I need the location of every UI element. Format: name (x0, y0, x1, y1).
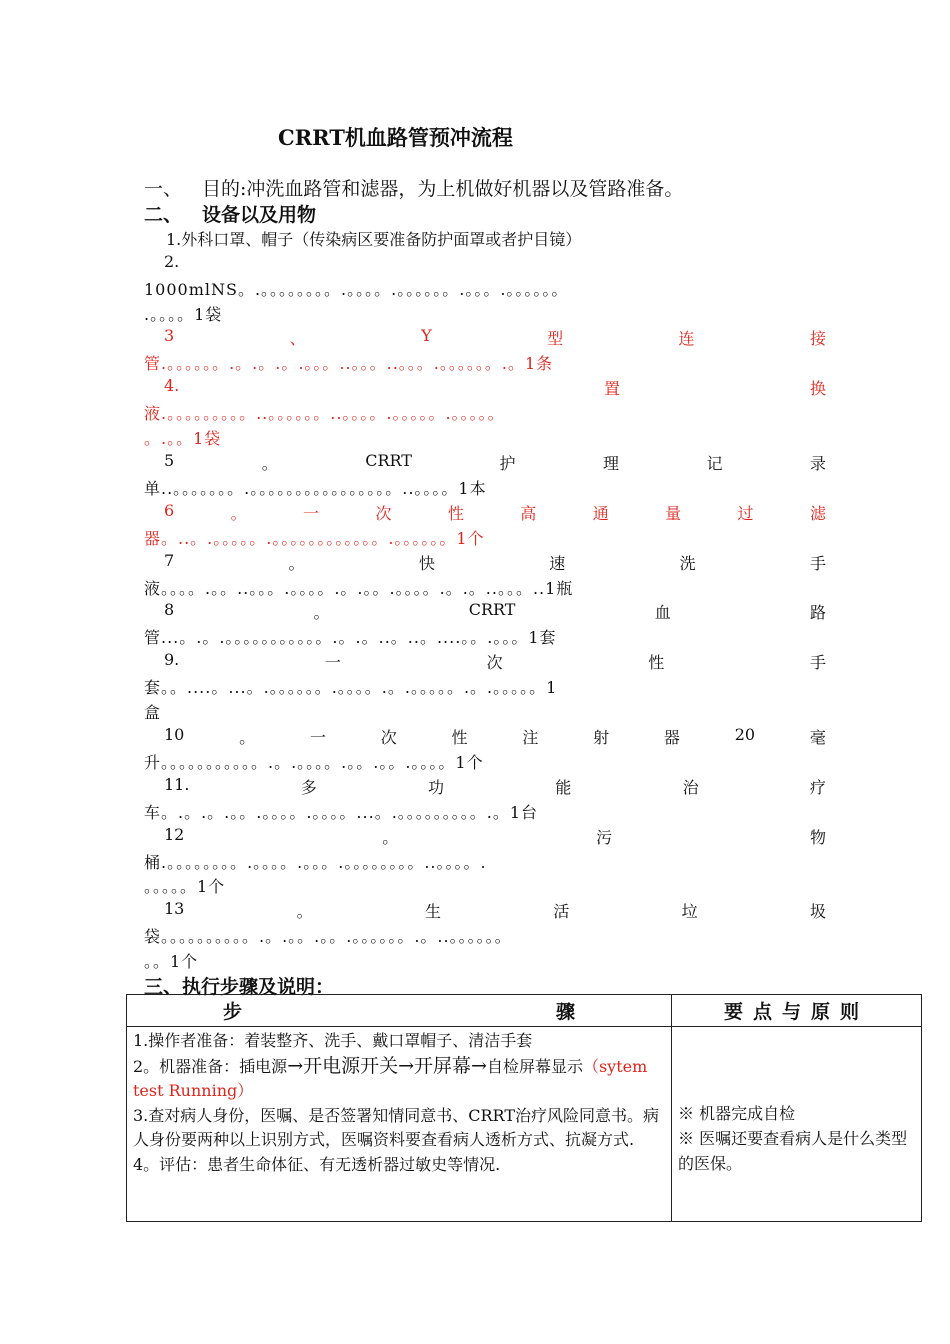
list-item: 。.。。1袋 (144, 429, 222, 448)
list-item: 3 、 Y 型 连 接 (164, 326, 826, 348)
list-item: 1000mlNS。.。。。。。。。。.。。。。.。。。。。。.。。。.。。。。。。 (144, 280, 569, 299)
steps-cell (127, 1027, 672, 1222)
list-item: 2. (164, 252, 180, 271)
list-item: 。。。。。1个 (144, 877, 226, 896)
list-item: .。。。。1袋 (144, 305, 223, 324)
table-row (127, 1027, 922, 1222)
list-item: 12 。 污 物 (164, 825, 826, 847)
section-equipment (144, 200, 316, 227)
section-text: 设备以及用物 (202, 204, 317, 226)
list-item: 4. 置 换 (164, 376, 826, 398)
list-item: 5 。 CRRT 护 理 记 录 (164, 451, 826, 473)
section-number: 一、 (144, 178, 183, 200)
list-item: 液。。。。.。。..。。。.。。。。.。.。。.。。。。.。.。..。。。..1瓶 (144, 579, 574, 598)
note-1: ※ 机器完成自检 (678, 1104, 796, 1123)
list-item: 盒 (144, 703, 161, 722)
list-item: 套。。....。...。.。。。。。。.。。。。.。.。。。。。.。.。。。。。1 (144, 678, 558, 697)
section-steps-heading: 三、执行步骤及说明： (144, 976, 335, 998)
header-steps: 步 骤 (127, 995, 672, 1027)
list-item: 7 。 快 速 洗 手 (164, 551, 826, 573)
list-item: 管.。。。。。。.。.。.。.。。。..。。。..。。。.。。。。。。.。1条 (144, 354, 554, 373)
list-item: 9. 一 次 性 手 (164, 650, 826, 672)
list-item: 1.外科口罩、帽子（传染病区要准备防护面罩或者护目镜） (166, 230, 582, 249)
list-item: 器。..。.。。。。。.。。。。。。。。。。。。.。。。。。。1个 (144, 529, 485, 548)
section-purpose (144, 174, 683, 201)
list-item: 车。.。.。.。。.。。。。.。。。。...。.。。。。。。。。。.。1台 (144, 803, 539, 822)
steps-table (126, 994, 922, 1222)
list-item: 袋。。。。。。。。。。.。.。。.。。.。。。。。。.。..。。。。。。 (144, 927, 512, 946)
list-item: 升。。。。。。。。。。。.。.。。。。.。。.。。.。。。。1个 (144, 753, 484, 772)
list-item: 单..。。。。。。。.。。。。。。。。。。。。。。。。..。。。。1本 (144, 479, 487, 498)
section-text: 目的:冲洗血路管和滤器，为上机做好机器以及管路准备。 (202, 178, 684, 200)
step-4: 4。评估：患者生命体征、有无透析器过敏史等情况. (133, 1154, 501, 1174)
step-1: 1.操作者准备：着装整齐、洗手、戴口罩帽子、清洁手套 (133, 1031, 533, 1050)
section-number: 二、 (144, 204, 183, 226)
notes-cell (672, 1027, 922, 1222)
list-item: 13 。 生 活 垃 圾 (164, 899, 826, 921)
list-item: 6 。 一 次 性 高 通 量 过 滤 (164, 501, 826, 523)
list-item: 。。1个 (144, 952, 199, 971)
header-key-points: 要点与原则 (672, 995, 922, 1027)
step-2: 2。机器准备：插电源→开电源开关→开屏幕→自检屏幕显示（sytem test Running） (133, 1054, 648, 1100)
step-3: 3.查对病人身份，医嘱、是否签署知情同意书、CRRT治疗风险同意书。病人身份要两种以上识别方式，医嘱资料要查看病人透析方式、抗凝方式. (133, 1105, 659, 1149)
list-item: 液.。。。。。。。。。..。。。。。。..。。。。.。。。。。.。。。。。 (144, 404, 505, 423)
list-item: 管...。.。.。。。。。。。。。。。.。.。..。..。....。。.。。。1套 (144, 628, 557, 647)
list-item: 10 。 一 次 性 注 射 器 20 毫 (164, 725, 826, 747)
list-item: 8 。 CRRT 血 路 (164, 600, 826, 622)
page-title: CRRT机血路管预冲流程 (278, 125, 513, 150)
note-2: ※ 医嘱还要查看病人是什么类型的医保。 (678, 1129, 908, 1173)
list-item: 11. 多 功 能 治 疗 (164, 775, 826, 797)
table-header-row (127, 995, 922, 1027)
list-item: 桶.。。。。。。。。.。。。。.。。。.。。。。。。。。..。。。。. (144, 853, 487, 872)
